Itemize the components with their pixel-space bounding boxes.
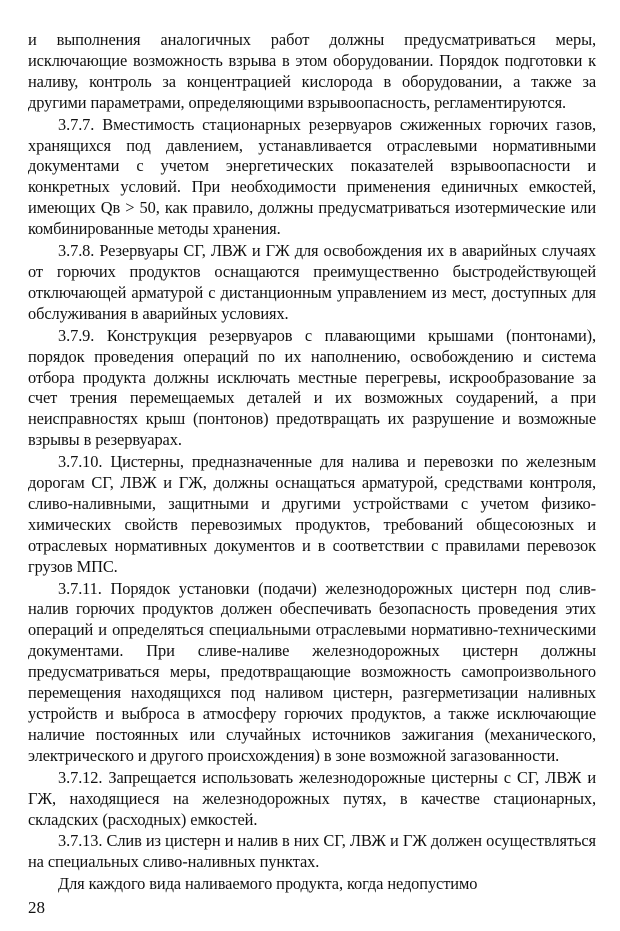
paragraph-final: Для каждого вида наливаемого продукта, когда недопустимо: [58, 874, 478, 894]
paragraph-continuation: и выполнения аналогичных работ должны предусматриваться меры, исключающие возможность взрыва в этом оборудовании. Порядок подготовки к наливу, контроль за концентрацией кислорода в оборудовании, а также за другими параметрами, определяющими взрывоопасность, регламентируются.: [28, 30, 596, 112]
paragraph-3-7-10: 3.7.10. Цистерны, предназначенные для налива и перевозки по железным дорогам СГ, ЛВЖ и ГЖ, должны оснащаться арматурой, средствами контроля, сливо-наливными, защитными и другими устройствами с учетом физико-химических свойств перевозимых продуктов, требований общесоюзных и отраслевых нормативных документов и в соответствии с правилами перевозок грузов МПС.: [28, 452, 596, 576]
paragraph-3-7-7: 3.7.7. Вместимость стационарных резервуаров сжиженных горючих газов, хранящихся под давлением, устанавливается отраслевыми нормативными документами с учетом энергетических показателей взрывоопасности и конкретных условий. При необходимости применения единичных емкостей, имеющих Qв > 50, как правило, должны предусматриваться изотермические или комбинированные методы хранения.: [28, 114, 596, 239]
page-number: 28: [28, 898, 45, 917]
paragraph-3-7-8: 3.7.8. Резервуары СГ, ЛВЖ и ГЖ для освобождения их в аварийных случаях от горючих продуктов оснащаются преимущественно быстродействующей отключающей арматурой с дистанционным управлением из мест, доступных для обслуживания в аварийных условиях.: [28, 241, 596, 323]
paragraph-3-7-12: 3.7.12. Запрещается использовать железнодорожные цистерны с СГ, ЛВЖ и ГЖ, находящиеся на железнодорожных путях, в качестве стационарных, складских (расходных) емкостей.: [28, 767, 596, 829]
paragraph-3-7-11: 3.7.11. Порядок установки (подачи) железнодорожных цистерн под слив-налив горючих продуктов должен обеспечивать безопасность проведения этих операций и определяться специальными отраслевыми нормативно-техническими документами. При сливе-наливе железнодорожных цистерн должны предусматриваться меры, предотвращающие возможность самопроизвольного перемещения находящихся под наливом цистерн, разгерметизации наливных устройств и выброса в атмосферу горючих продуктов, а также исключающие наличие постоянных или случайных источников зажигания (механического, электрического и другого происхождения) в зоне возможной загазованности.: [28, 578, 596, 765]
document-page: [28, 30, 596, 920]
paragraph-3-7-13: 3.7.13. Слив из цистерн и налив в них СГ, ЛВЖ и ГЖ должен осуществляться на специальных сливо-наливных пунктах.: [28, 831, 596, 872]
paragraph-3-7-9: 3.7.9. Конструкция резервуаров с плавающими крышами (понтонами), порядок проведения операций по их наполнению, освобождению и система отбора продукта должны исключать местные перегревы, искрообразование за счет трения перемещаемых деталей и их возможных соударений, а при неисправностях крыш (понтонов) предотвращать их разрушение и возможные взрывы в резервуарах.: [28, 325, 596, 450]
